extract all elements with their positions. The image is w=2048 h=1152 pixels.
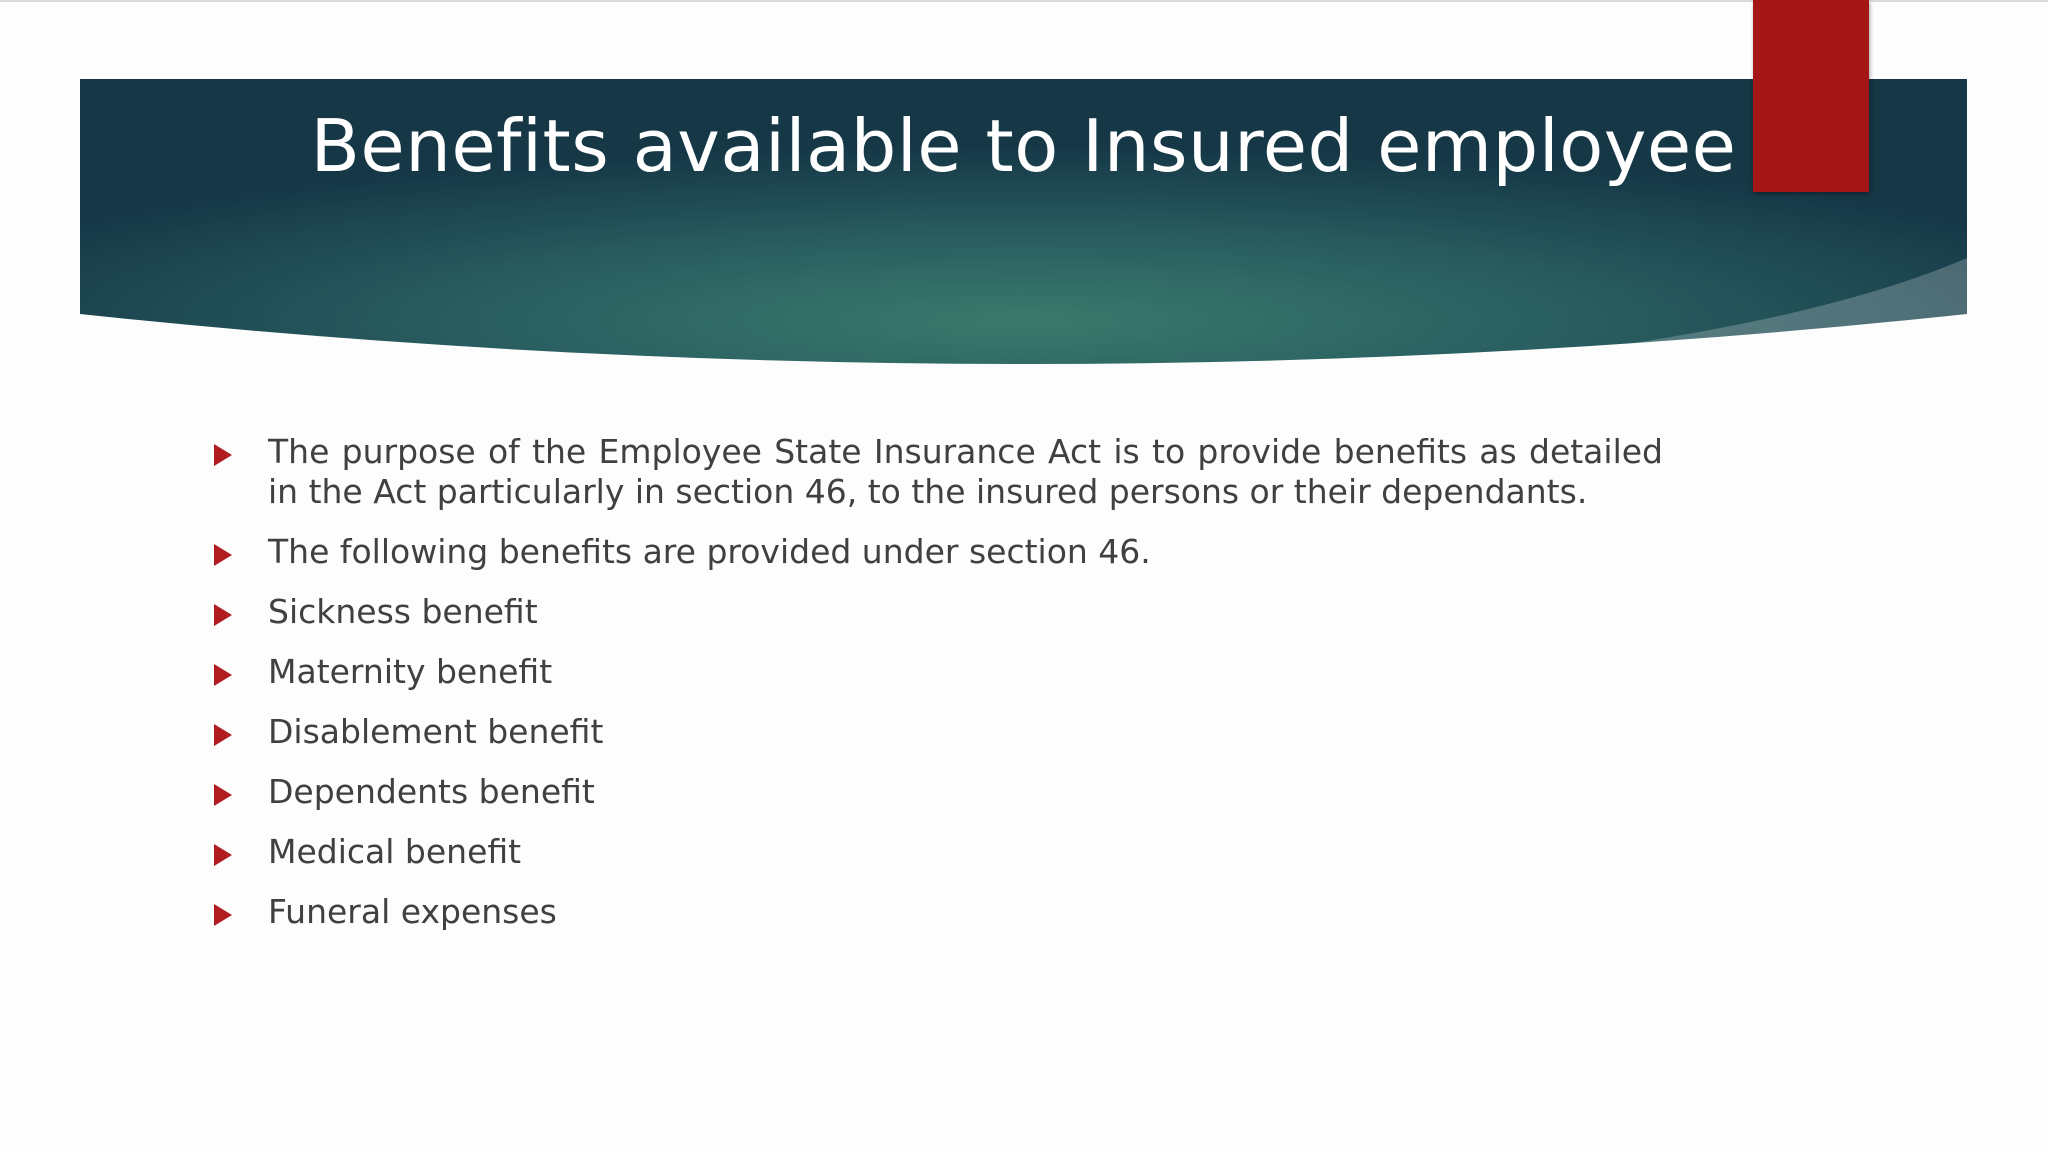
triangle-bullet-icon xyxy=(214,444,232,466)
list-item xyxy=(208,892,1663,932)
bullet-text: Dependents benefit xyxy=(268,772,595,811)
bullet-text: Sickness benefit xyxy=(268,592,538,631)
bullet-text: Medical benefit xyxy=(268,832,522,871)
slide-title: Benefits available to Insured employee xyxy=(310,104,1737,188)
title-banner xyxy=(0,0,2048,400)
list-item xyxy=(208,832,1663,872)
triangle-bullet-icon xyxy=(214,724,232,746)
triangle-bullet-icon xyxy=(214,904,232,926)
bullet-text: Maternity benefit xyxy=(268,652,553,691)
list-item xyxy=(208,592,1663,632)
triangle-bullet-icon xyxy=(214,604,232,626)
triangle-bullet-icon xyxy=(214,664,232,686)
triangle-bullet-icon xyxy=(214,784,232,806)
bullet-list xyxy=(208,432,1663,952)
bullet-text: Funeral expenses xyxy=(268,892,557,931)
triangle-bullet-icon xyxy=(214,544,232,566)
list-item xyxy=(208,712,1663,752)
list-item xyxy=(208,652,1663,692)
list-item xyxy=(208,532,1663,572)
bullet-text: Disablement benefit xyxy=(268,712,604,751)
bullet-text: The following benefits are provided under section 46. xyxy=(268,532,1151,571)
list-item xyxy=(208,432,1663,512)
list-item xyxy=(208,772,1663,812)
bullet-text: The purpose of the Employee State Insurance Act is to provide benefits as detailed in the Act particularly in section 46, to the insured persons or their dependants. xyxy=(268,432,1663,511)
triangle-bullet-icon xyxy=(214,844,232,866)
